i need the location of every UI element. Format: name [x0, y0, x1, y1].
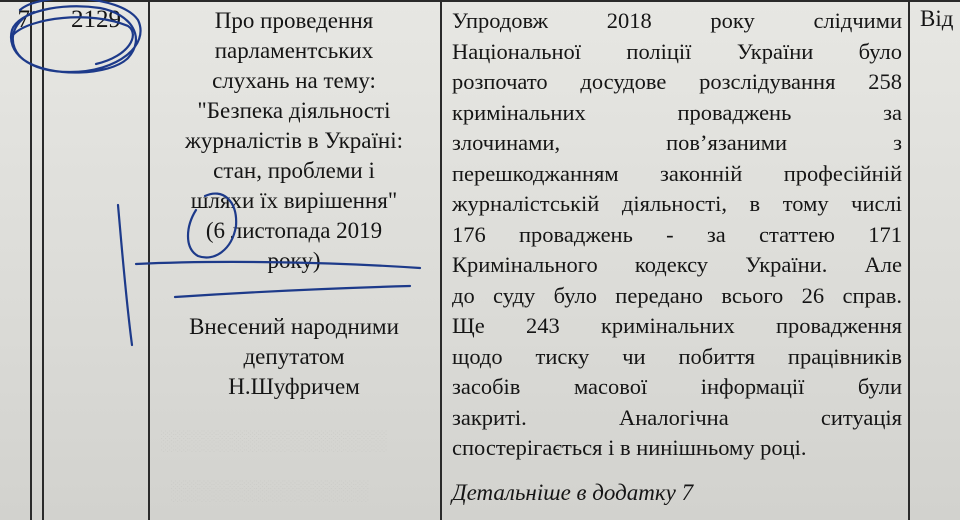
description-line: Кримінального кодексу України. Але	[452, 252, 902, 277]
author-line: Н.Шуфричем	[228, 374, 360, 399]
column-divider	[30, 0, 32, 520]
description-line: спостерігається і в нинішньому році.	[452, 435, 807, 460]
title-line: журналістів в Україні:	[185, 128, 403, 153]
description-line: злочинами, пов’язаними з	[452, 130, 902, 155]
description-line: щодо тиску чи побиття працівників	[452, 343, 902, 369]
description-line: засобів масової інформації були	[452, 374, 902, 399]
row-border	[0, 0, 960, 2]
title-line: року)	[267, 248, 321, 273]
column-divider	[42, 0, 44, 520]
description-line: до суду було передано всього 26 справ.	[452, 282, 902, 308]
title-line: слухань на тему:	[212, 68, 376, 93]
description-line: кримінальних проваджень за	[452, 99, 902, 125]
bill-author	[150, 312, 438, 402]
title-line: стан, проблеми і	[213, 158, 375, 183]
title-line: (6 листопада 2019	[205, 218, 383, 243]
column-divider	[440, 0, 442, 520]
bleed-through-text: ░░░░░░░░░░░░░░	[170, 480, 369, 502]
title-line: парламентських	[214, 38, 374, 63]
title-line: шляхи їх вирішення"	[190, 188, 398, 213]
next-column-fragment: Від	[920, 6, 954, 31]
description-line: Упродовж 2018 року слідчими	[452, 8, 902, 33]
description-line: розпочато досудове розслідування 258	[452, 69, 902, 94]
bleed-through-text: ░░░░░░░░░░░░░░░░	[160, 430, 387, 452]
bill-title	[150, 6, 438, 276]
ink-underline-mark	[175, 286, 410, 297]
description-line: Національної поліції України було	[452, 38, 902, 64]
row-index: 7	[17, 6, 30, 33]
description-line: журналістській діяльності, в тому числі	[452, 191, 902, 216]
details-appendix-reference: Детальніше в додатку 7	[452, 480, 694, 505]
column-divider	[908, 0, 910, 520]
description-line: Ще 243 кримінальних провадження	[452, 313, 902, 338]
description-line: перешкоджанням законній професійній	[452, 160, 902, 186]
author-line: Внесений народними	[189, 314, 399, 339]
description-line: закриті. Аналогічна ситуація	[452, 404, 902, 430]
bill-description	[452, 6, 902, 464]
title-line: Про проведення	[214, 8, 374, 33]
registration-number: 2129	[71, 6, 121, 33]
author-line: депутатом	[243, 344, 345, 369]
description-line: 176 проваджень - за статтею 171	[452, 221, 902, 247]
title-line: "Безпека діяльності	[197, 98, 391, 123]
ink-vertical-mark	[118, 205, 132, 345]
